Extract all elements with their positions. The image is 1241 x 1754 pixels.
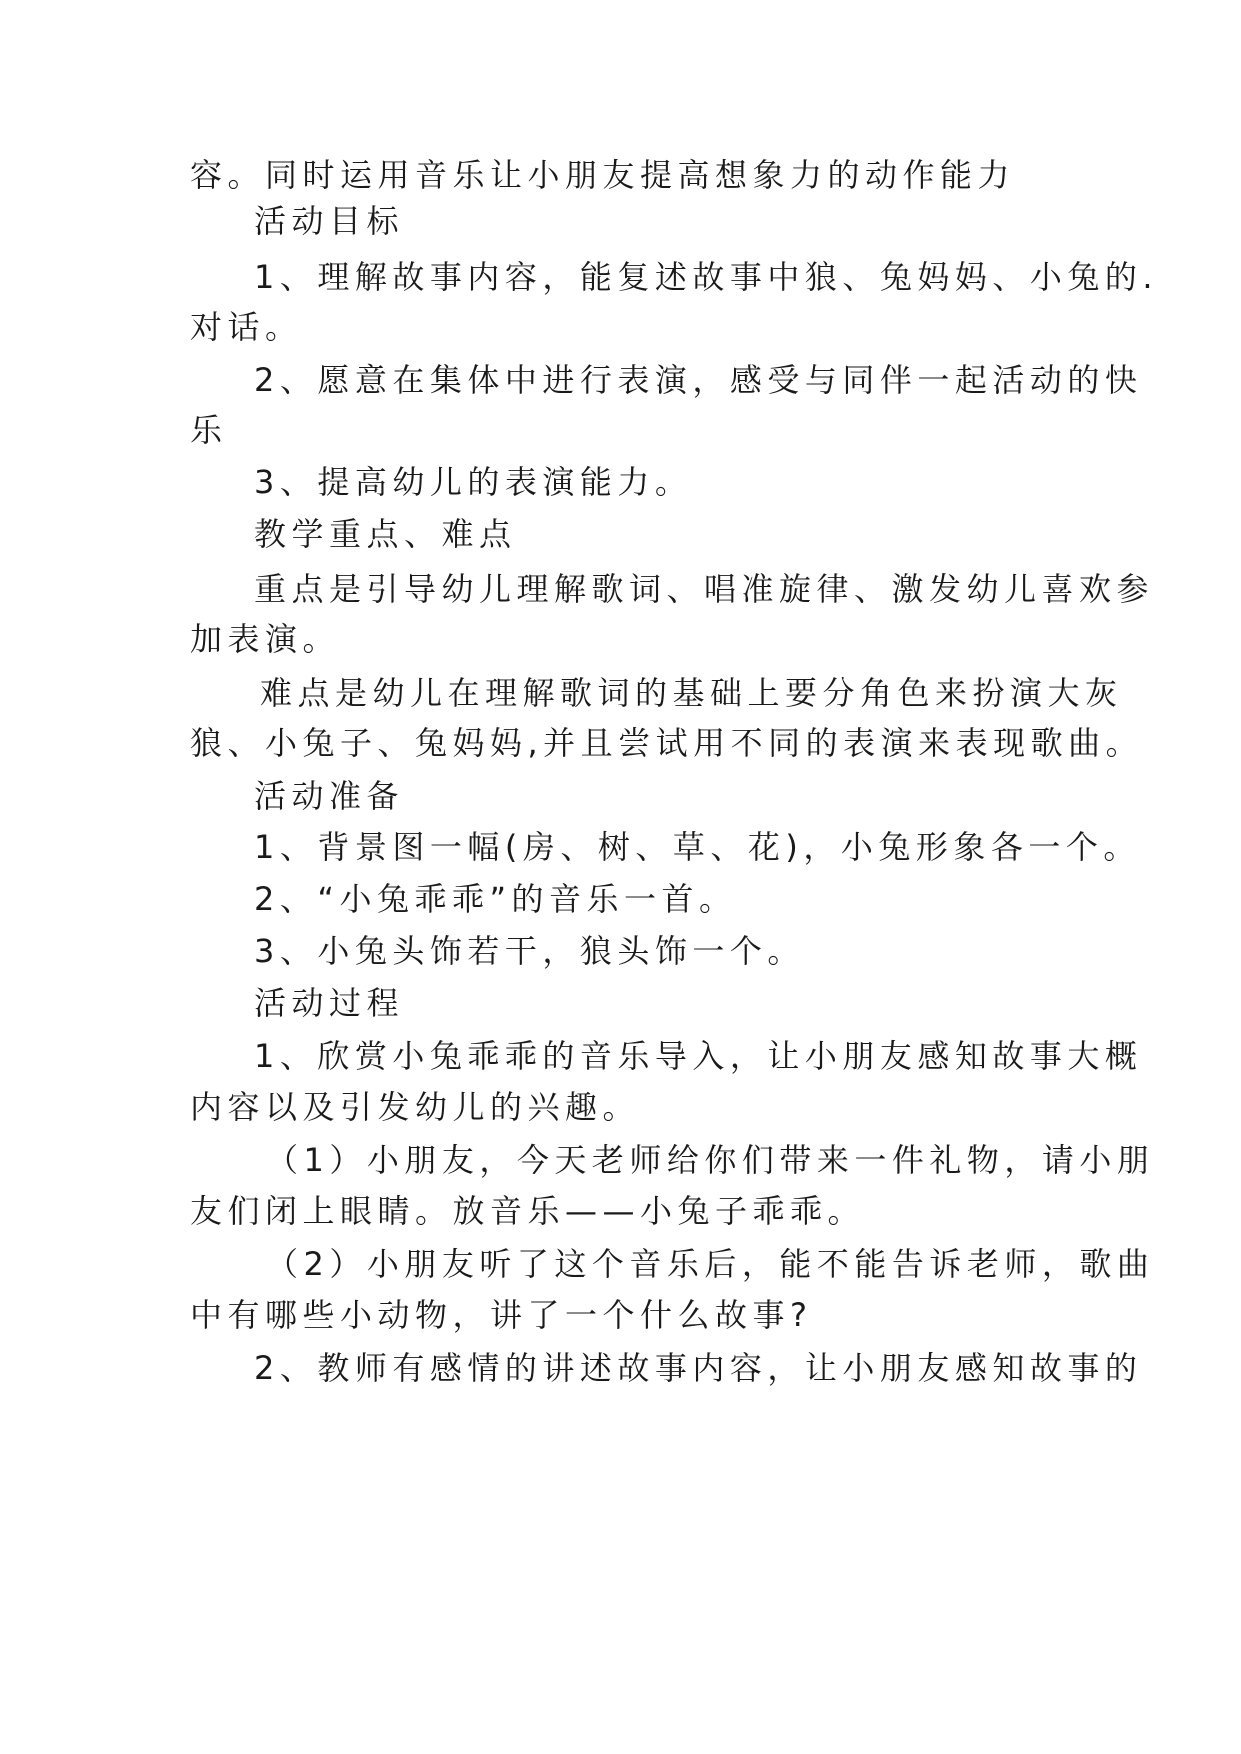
text-line: 2、“小兔乖乖”的音乐一首。 [254,880,737,918]
text-line: 中有哪些小动物，讲了一个什么故事? [190,1296,813,1334]
text-line: 乐 [190,411,228,449]
text-line: 3、提高幼儿的表演能力。 [254,463,693,501]
text-line: （1）小朋友，今天老师给你们带来一件礼物，请小朋 [266,1141,1155,1179]
text-line: 1、理解故事内容，能复述故事中狼、兔妈妈、小兔的. [254,258,1159,296]
section-heading-key-points: 教学重点、难点 [254,515,517,553]
text-line: 加表演。 [190,620,341,658]
text-line: 友们闭上眼睛。放音乐——小兔子乖乖。 [190,1192,866,1230]
text-line: 对话。 [190,308,303,346]
text-line: 重点是引导幼儿理解歌词、唱准旋律、激发幼儿喜欢参 [254,570,1155,608]
text-line: 容。同时运用音乐让小朋友提高想象力的动作能力 [190,156,1016,194]
section-heading-objectives: 活动目标 [254,202,405,240]
text-line: 2、教师有感情的讲述故事内容，让小朋友感知故事的 [254,1349,1143,1387]
text-line: 内容以及引发幼儿的兴趣。 [190,1088,641,1126]
text-line: 2、愿意在集体中进行表演，感受与同伴一起活动的快 [254,361,1143,399]
text-line: 1、背景图一幅(房、树、草、花)，小兔形象各一个。 [254,828,1141,866]
text-line: 1、欣赏小兔乖乖的音乐导入，让小朋友感知故事大概 [254,1037,1143,1075]
section-heading-process: 活动过程 [254,984,405,1022]
text-line: 3、小兔头饰若干，狼头饰一个。 [254,932,805,970]
text-line: （2）小朋友听了这个音乐后，能不能告诉老师，歌曲 [266,1245,1155,1283]
text-line: 狼、小兔子、兔妈妈,并且尝试用不同的表演来表现歌曲。 [190,724,1144,762]
section-heading-preparation: 活动准备 [254,777,405,815]
text-line: 难点是幼儿在理解歌词的基础上要分角色来扮演大灰 [260,674,1123,712]
